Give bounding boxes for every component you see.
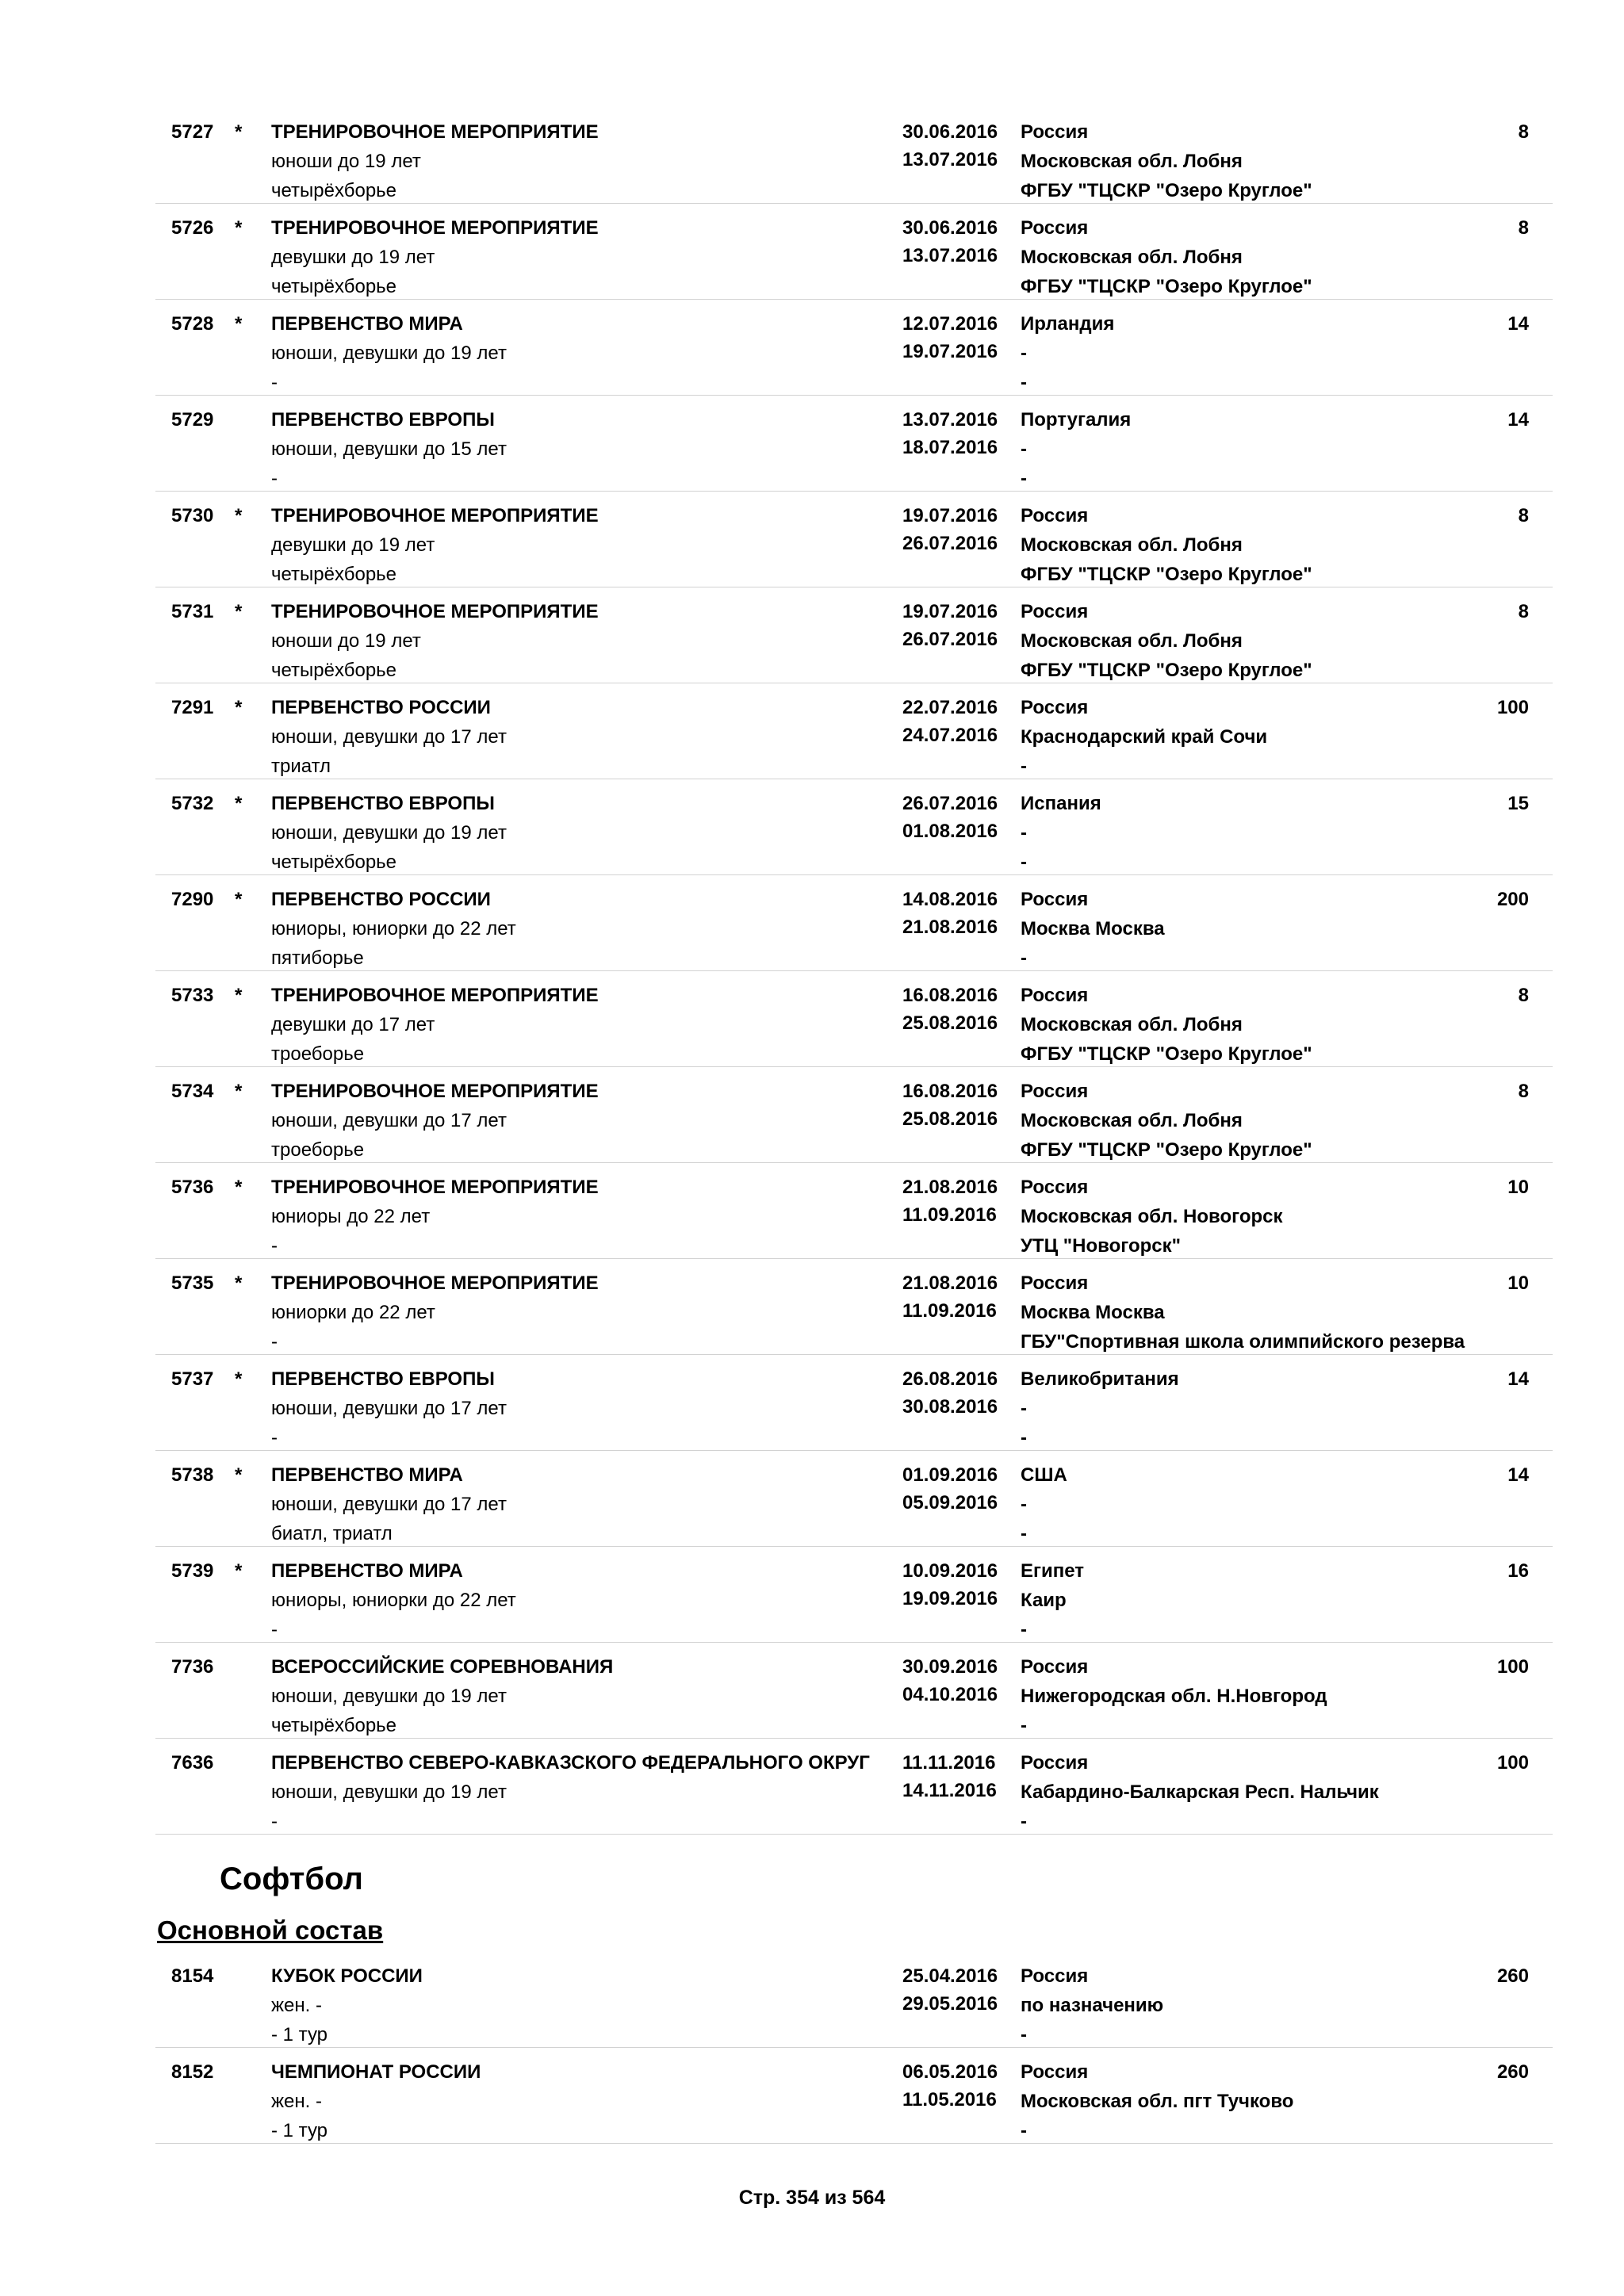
event-date-start: 21.08.2016 <box>902 1272 998 1294</box>
event-country: Великобритания <box>1021 1368 1179 1390</box>
event-date-end: 30.08.2016 <box>902 1396 998 1418</box>
event-id: 5732 <box>171 793 214 814</box>
event-date-end: 25.08.2016 <box>902 1108 998 1130</box>
event-id: 5736 <box>171 1177 214 1198</box>
event-participants: 14 <box>1507 409 1529 430</box>
event-venue: - <box>1021 372 1027 393</box>
event-venue: - <box>1021 851 1027 873</box>
event-group: девушки до 19 лет <box>271 247 435 268</box>
event-star-mark: * <box>235 1272 243 1294</box>
event-region: - <box>1021 1494 1027 1515</box>
event-star-mark: * <box>235 601 243 622</box>
event-discipline: четырёхборье <box>271 180 397 201</box>
event-region: - <box>1021 438 1027 460</box>
event-region: - <box>1021 342 1027 364</box>
event-region: - <box>1021 1398 1027 1419</box>
event-region: Московская обл. Лобня <box>1021 1014 1243 1035</box>
event-id: 8152 <box>171 2061 214 2083</box>
event-title: ТРЕНИРОВОЧНОЕ МЕРОПРИЯТИЕ <box>271 1272 599 1294</box>
event-country: Россия <box>1021 1752 1089 1774</box>
event-date-end: 18.07.2016 <box>902 437 998 458</box>
event-star-mark: * <box>235 697 243 718</box>
event-region: Краснодарский край Сочи <box>1021 726 1268 748</box>
event-title: КУБОК РОССИИ <box>271 1965 423 1987</box>
event-country: Россия <box>1021 1272 1089 1294</box>
event-group: юноши до 19 лет <box>271 151 421 172</box>
event-date-end: 13.07.2016 <box>902 245 998 266</box>
event-group: юноши, девушки до 17 лет <box>271 1398 507 1419</box>
event-row <box>155 587 1553 683</box>
event-date-end: 21.08.2016 <box>902 916 998 938</box>
event-id: 5734 <box>171 1081 214 1102</box>
event-country: Россия <box>1021 2061 1089 2083</box>
event-discipline: - <box>271 1811 278 1832</box>
event-date-start: 16.08.2016 <box>902 985 998 1006</box>
event-venue: - <box>1021 756 1027 777</box>
event-star-mark: * <box>235 313 243 335</box>
event-country: Россия <box>1021 505 1089 526</box>
event-region: - <box>1021 822 1027 844</box>
event-discipline: - <box>271 468 278 489</box>
event-date-end: 04.10.2016 <box>902 1684 998 1705</box>
event-venue: ФГБУ "ТЦСКР "Озеро Круглое" <box>1021 276 1312 297</box>
event-discipline: - <box>271 1235 278 1257</box>
event-participants: 260 <box>1496 1965 1529 1987</box>
event-title: ТРЕНИРОВОЧНОЕ МЕРОПРИЯТИЕ <box>271 985 599 1006</box>
event-title: ТРЕНИРОВОЧНОЕ МЕРОПРИЯТИЕ <box>271 121 599 143</box>
event-group: жен. - <box>271 2091 322 2112</box>
event-country: Португалия <box>1021 409 1132 430</box>
event-group: девушки до 19 лет <box>271 534 435 556</box>
event-discipline: триатл <box>271 756 331 777</box>
event-date-start: 19.07.2016 <box>902 601 998 622</box>
event-participants: 14 <box>1507 1464 1529 1486</box>
event-venue: - <box>1021 468 1027 489</box>
event-group: юноши, девушки до 19 лет <box>271 822 507 844</box>
event-row <box>155 300 1553 396</box>
event-id: 5735 <box>171 1272 214 1294</box>
event-row <box>155 492 1553 587</box>
event-venue: - <box>1021 1427 1027 1448</box>
event-region: Московская обл. пгт Тучково <box>1021 2091 1294 2112</box>
event-group: юниоры, юниорки до 22 лет <box>271 918 516 939</box>
event-date-start: 12.07.2016 <box>902 313 998 335</box>
event-country: Россия <box>1021 985 1089 1006</box>
event-region: Нижегородская обл. Н.Новгород <box>1021 1686 1327 1707</box>
event-region: Московская обл. Лобня <box>1021 151 1243 172</box>
event-discipline: - 1 тур <box>271 2120 328 2141</box>
event-row <box>155 1163 1553 1259</box>
event-date-end: 11.09.2016 <box>902 1204 997 1226</box>
event-title: ПЕРВЕНСТВО МИРА <box>271 1464 463 1486</box>
event-discipline: четырёхборье <box>271 564 397 585</box>
event-country: США <box>1021 1464 1067 1486</box>
event-group: юноши, девушки до 17 лет <box>271 1494 507 1515</box>
event-title: ПЕРВЕНСТВО ЕВРОПЫ <box>271 409 495 430</box>
event-star-mark: * <box>235 121 243 143</box>
event-participants: 15 <box>1507 793 1529 814</box>
event-title: ПЕРВЕНСТВО РОССИИ <box>271 889 491 910</box>
event-participants: 100 <box>1496 1752 1529 1774</box>
event-participants: 8 <box>1518 121 1529 143</box>
event-id: 5733 <box>171 985 214 1006</box>
event-participants: 8 <box>1518 601 1529 622</box>
event-discipline: биатл, триатл <box>271 1523 393 1544</box>
event-date-end: 13.07.2016 <box>902 149 998 170</box>
page-number: Стр. 354 из 564 <box>738 2187 886 2209</box>
event-country: Россия <box>1021 1656 1089 1678</box>
event-row <box>155 1067 1553 1163</box>
event-discipline: троеборье <box>271 1139 365 1161</box>
event-region: Московская обл. Лобня <box>1021 630 1243 652</box>
event-id: 7291 <box>171 697 214 718</box>
event-date-start: 01.09.2016 <box>902 1464 998 1486</box>
event-participants: 8 <box>1518 985 1529 1006</box>
event-group: девушки до 17 лет <box>271 1014 435 1035</box>
event-star-mark: * <box>235 985 243 1006</box>
event-participants: 100 <box>1496 697 1529 718</box>
event-row <box>155 1355 1553 1451</box>
event-title: ПЕРВЕНСТВО ЕВРОПЫ <box>271 793 495 814</box>
event-star-mark: * <box>235 505 243 526</box>
event-group: юниорки до 22 лет <box>271 1302 435 1323</box>
event-region: Московская обл. Лобня <box>1021 1110 1243 1131</box>
event-venue: УТЦ "Новогорск" <box>1021 1235 1181 1257</box>
event-date-start: 11.11.2016 <box>902 1752 996 1774</box>
event-venue: - <box>1021 2024 1027 2045</box>
event-venue: ФГБУ "ТЦСКР "Озеро Круглое" <box>1021 660 1312 681</box>
event-id: 7290 <box>171 889 214 910</box>
event-group: юноши, девушки до 19 лет <box>271 342 507 364</box>
event-date-end: 05.09.2016 <box>902 1492 998 1513</box>
event-id: 5726 <box>171 217 214 239</box>
event-date-end: 19.07.2016 <box>902 341 998 362</box>
event-date-start: 26.07.2016 <box>902 793 998 814</box>
event-discipline: - <box>271 372 278 393</box>
event-date-start: 06.05.2016 <box>902 2061 998 2083</box>
event-date-end: 14.11.2016 <box>902 1780 997 1801</box>
event-country: Египет <box>1021 1560 1085 1582</box>
event-date-start: 16.08.2016 <box>902 1081 998 1102</box>
event-id: 7636 <box>171 1752 214 1774</box>
event-region: Москва Москва <box>1021 1302 1165 1323</box>
event-row <box>155 204 1553 300</box>
event-region: по назначению <box>1021 1995 1164 2016</box>
event-region: Московская обл. Лобня <box>1021 247 1243 268</box>
event-id: 5738 <box>171 1464 214 1486</box>
event-id: 7736 <box>171 1656 214 1678</box>
event-row <box>155 875 1553 971</box>
event-id: 5731 <box>171 601 214 622</box>
event-row <box>155 683 1553 779</box>
event-star-mark: * <box>235 217 243 239</box>
event-region: Москва Москва <box>1021 918 1165 939</box>
event-discipline: - <box>271 1619 278 1640</box>
event-star-mark: * <box>235 1368 243 1390</box>
event-venue: ГБУ"Спортивная школа олимпийского резерва <box>1021 1331 1465 1353</box>
event-title: ТРЕНИРОВОЧНОЕ МЕРОПРИЯТИЕ <box>271 601 599 622</box>
event-group: юноши, девушки до 17 лет <box>271 1110 507 1131</box>
event-star-mark: * <box>235 1560 243 1582</box>
event-row <box>155 779 1553 875</box>
event-country: Россия <box>1021 121 1089 143</box>
event-date-end: 25.08.2016 <box>902 1012 998 1034</box>
event-region: Московская обл. Новогорск <box>1021 1206 1283 1227</box>
event-date-start: 19.07.2016 <box>902 505 998 526</box>
event-venue: ФГБУ "ТЦСКР "Озеро Круглое" <box>1021 1139 1312 1161</box>
event-id: 5727 <box>171 121 214 143</box>
event-participants: 10 <box>1507 1177 1529 1198</box>
event-group: юниоры до 22 лет <box>271 1206 431 1227</box>
event-venue: - <box>1021 1619 1027 1640</box>
event-discipline: четырёхборье <box>271 660 397 681</box>
event-venue: - <box>1021 1523 1027 1544</box>
event-country: Испания <box>1021 793 1101 814</box>
event-row <box>155 1547 1553 1643</box>
event-participants: 100 <box>1496 1656 1529 1678</box>
event-row <box>155 971 1553 1067</box>
event-country: Россия <box>1021 1177 1089 1198</box>
event-participants: 8 <box>1518 505 1529 526</box>
sport-title: Софтбол <box>220 1862 363 1896</box>
event-participants: 8 <box>1518 1081 1529 1102</box>
event-country: Россия <box>1021 697 1089 718</box>
event-star-mark: * <box>235 1464 243 1486</box>
event-date-end: 26.07.2016 <box>902 629 998 650</box>
event-date-start: 13.07.2016 <box>902 409 998 430</box>
event-id: 5739 <box>171 1560 214 1582</box>
event-region: Московская обл. Лобня <box>1021 534 1243 556</box>
event-date-end: 01.08.2016 <box>902 821 998 842</box>
event-row <box>155 1739 1553 1835</box>
event-date-end: 26.07.2016 <box>902 533 998 554</box>
event-venue: - <box>1021 2120 1027 2141</box>
event-title: ВСЕРОССИЙСКИЕ СОРЕВНОВАНИЯ <box>271 1656 614 1678</box>
event-date-end: 24.07.2016 <box>902 725 998 746</box>
event-title: ПЕРВЕНСТВО ЕВРОПЫ <box>271 1368 495 1390</box>
event-venue: ФГБУ "ТЦСКР "Озеро Круглое" <box>1021 564 1312 585</box>
event-title: ЧЕМПИОНАТ РОССИИ <box>271 2061 481 2083</box>
event-title: ПЕРВЕНСТВО МИРА <box>271 313 463 335</box>
event-date-start: 25.04.2016 <box>902 1965 998 1987</box>
event-date-start: 22.07.2016 <box>902 697 998 718</box>
event-date-end: 11.05.2016 <box>902 2089 997 2110</box>
event-venue: - <box>1021 1811 1027 1832</box>
event-participants: 14 <box>1507 313 1529 335</box>
event-group: юниоры, юниорки до 22 лет <box>271 1590 516 1611</box>
event-discipline: троеборье <box>271 1043 365 1065</box>
event-row <box>155 1259 1553 1355</box>
event-group: юноши, девушки до 19 лет <box>271 1781 507 1803</box>
event-id: 5728 <box>171 313 214 335</box>
event-row <box>155 396 1553 492</box>
event-participants: 8 <box>1518 217 1529 239</box>
event-title: ТРЕНИРОВОЧНОЕ МЕРОПРИЯТИЕ <box>271 505 599 526</box>
event-list-softball <box>155 1952 1553 2144</box>
event-region: Каир <box>1021 1590 1067 1611</box>
event-date-end: 11.09.2016 <box>902 1300 997 1322</box>
event-participants: 14 <box>1507 1368 1529 1390</box>
event-date-start: 30.09.2016 <box>902 1656 998 1678</box>
event-group: юноши, девушки до 15 лет <box>271 438 507 460</box>
event-group: жен. - <box>271 1995 322 2016</box>
event-venue: ФГБУ "ТЦСКР "Озеро Круглое" <box>1021 180 1312 201</box>
event-row <box>155 1643 1553 1739</box>
event-star-mark: * <box>235 889 243 910</box>
event-row <box>155 108 1553 204</box>
event-id: 5737 <box>171 1368 214 1390</box>
event-group: юноши, девушки до 17 лет <box>271 726 507 748</box>
event-discipline: пятиборье <box>271 947 364 969</box>
event-country: Ирландия <box>1021 313 1115 335</box>
event-row <box>155 2048 1553 2144</box>
event-country: Россия <box>1021 217 1089 239</box>
event-date-start: 14.08.2016 <box>902 889 998 910</box>
event-date-start: 26.08.2016 <box>902 1368 998 1390</box>
event-discipline: четырёхборье <box>271 1715 397 1736</box>
event-title: ТРЕНИРОВОЧНОЕ МЕРОПРИЯТИЕ <box>271 1177 599 1198</box>
event-country: Россия <box>1021 1081 1089 1102</box>
event-star-mark: * <box>235 1177 243 1198</box>
event-venue: - <box>1021 1715 1027 1736</box>
event-country: Россия <box>1021 889 1089 910</box>
event-group: юноши, девушки до 19 лет <box>271 1686 507 1707</box>
event-venue: ФГБУ "ТЦСКР "Озеро Круглое" <box>1021 1043 1312 1065</box>
event-country: Россия <box>1021 1965 1089 1987</box>
event-participants: 10 <box>1507 1272 1529 1294</box>
event-date-start: 21.08.2016 <box>902 1177 998 1198</box>
event-title: ТРЕНИРОВОЧНОЕ МЕРОПРИЯТИЕ <box>271 1081 599 1102</box>
event-date-start: 10.09.2016 <box>902 1560 998 1582</box>
event-date-end: 29.05.2016 <box>902 1993 998 2015</box>
event-discipline: четырёхборье <box>271 851 397 873</box>
event-title: ПЕРВЕНСТВО СЕВЕРО-КАВКАЗСКОГО ФЕДЕРАЛЬНОГО ОКРУГ <box>271 1752 870 1774</box>
event-participants: 200 <box>1496 889 1529 910</box>
event-discipline: - <box>271 1331 278 1353</box>
event-star-mark: * <box>235 793 243 814</box>
event-row <box>155 1451 1553 1547</box>
event-id: 8154 <box>171 1965 214 1987</box>
event-title: ТРЕНИРОВОЧНОЕ МЕРОПРИЯТИЕ <box>271 217 599 239</box>
event-date-start: 30.06.2016 <box>902 121 998 143</box>
event-title: ПЕРВЕНСТВО МИРА <box>271 1560 463 1582</box>
event-discipline: четырёхборье <box>271 276 397 297</box>
event-title: ПЕРВЕНСТВО РОССИИ <box>271 697 491 718</box>
event-star-mark: * <box>235 1081 243 1102</box>
event-venue: - <box>1021 947 1027 969</box>
event-row <box>155 1952 1553 2048</box>
event-participants: 16 <box>1507 1560 1529 1582</box>
event-participants: 260 <box>1496 2061 1529 2083</box>
event-discipline: - <box>271 1427 278 1448</box>
section-title: Основной состав <box>157 1915 384 1945</box>
event-id: 5730 <box>171 505 214 526</box>
event-country: Россия <box>1021 601 1089 622</box>
event-region: Кабардино-Балкарская Респ. Нальчик <box>1021 1781 1379 1803</box>
event-id: 5729 <box>171 409 214 430</box>
event-date-end: 19.09.2016 <box>902 1588 998 1609</box>
event-date-start: 30.06.2016 <box>902 217 998 239</box>
event-discipline: - 1 тур <box>271 2024 328 2045</box>
event-list <box>155 108 1553 1835</box>
event-group: юноши до 19 лет <box>271 630 421 652</box>
